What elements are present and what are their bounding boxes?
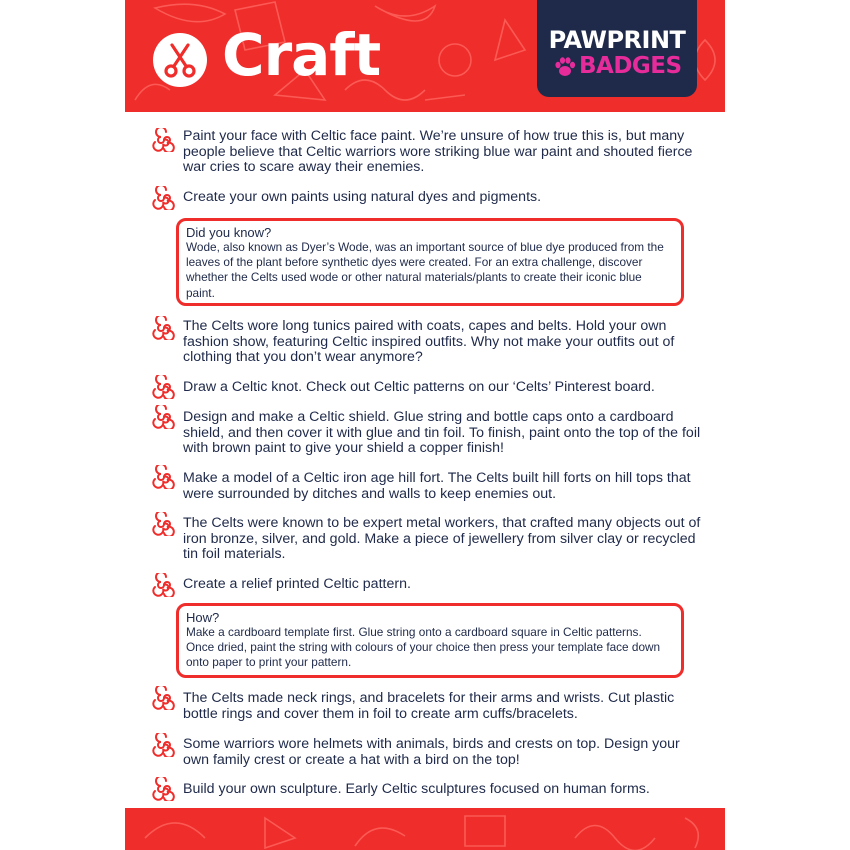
list-item: Paint your face with Celtic face paint. We’re unsure of how true this is, but many people believe that Celtic warriors wore striking blue war paint and shouted fierce war cries to scare away their enemies. <box>183 128 693 176</box>
list-item: Create your own paints using natural dyes and pigments. <box>183 189 542 205</box>
note-body: Make a cardboard template first. Glue string onto a cardboard square in Celtic patterns. Once dried, paint the string with colours of your choice then press your template face down onto paper to print your pattern. <box>186 625 661 670</box>
brand-name: PAWPRINT <box>548 26 686 54</box>
page-title: Craft <box>222 21 381 89</box>
list-item: Design and make a Celtic shield. Glue string and bottle caps onto a cardboard shield, and then cover it with glue and tin foil. To finish, paint onto the top of the foil with brown paint to give your shield a copper finish! <box>183 409 701 457</box>
how-box <box>176 603 684 678</box>
paw-icon <box>553 56 577 78</box>
triskelion-icon <box>152 686 176 710</box>
list-item: Build your own sculpture. Early Celtic sculptures focused on human forms. <box>183 781 650 797</box>
triskelion-icon <box>152 733 176 757</box>
note-title: Did you know? <box>186 225 272 240</box>
doodle-pattern <box>125 808 725 850</box>
triskelion-icon <box>152 186 176 210</box>
triskelion-icon <box>152 465 176 489</box>
triskelion-icon <box>152 405 176 429</box>
note-body: Wode, also known as Dyer’s Wode, was an important source of blue dye produced from the leaves of the plant before synthetic dyes were created. For an extra challenge, discover whether the Celts used wode or other natural materials/plants to create their iconic blue paint. <box>186 240 664 300</box>
list-item: Make a model of a Celtic iron age hill fort. The Celts built hill forts on hill tops that were surrounded by ditches and walls to keep enemies out. <box>183 470 691 502</box>
list-item: Draw a Celtic knot. Check out Celtic patterns on our ‘Celts’ Pinterest board. <box>183 379 655 395</box>
triskelion-icon <box>152 316 176 340</box>
triskelion-icon <box>152 573 176 597</box>
header-banner <box>125 0 725 112</box>
scissors-badge <box>153 33 207 87</box>
triskelion-icon <box>152 128 176 152</box>
brand-logo <box>537 0 697 97</box>
list-item: The Celts were known to be expert metal workers, that crafted many objects out of iron bronze, silver, and gold. Make a piece of jewellery from silver clay or recycled tin foil materials. <box>183 515 701 563</box>
activity-sheet <box>125 0 725 850</box>
note-title: How? <box>186 610 220 625</box>
list-item: Some warriors wore helmets with animals, birds and crests on top. Design your own family crest or create a hat with a bird on the top! <box>183 736 680 768</box>
brand-badges-text: BADGES <box>579 53 682 79</box>
triskelion-icon <box>152 375 176 399</box>
list-item: The Celts made neck rings, and bracelets for their arms and wrists. Cut plastic bottle rings and cover them in foil to create arm cuffs/bracelets. <box>183 690 675 722</box>
triskelion-icon <box>152 512 176 536</box>
did-you-know-box <box>176 218 684 306</box>
list-item: The Celts wore long tunics paired with coats, capes and belts. Hold your own fashion show, featuring Celtic inspired outfits. Why not make your outfits out of clothing that you don’t wear anymore? <box>183 318 675 366</box>
list-item: Create a relief printed Celtic pattern. <box>183 576 411 592</box>
footer-banner <box>125 808 725 850</box>
triskelion-icon <box>152 777 176 801</box>
brand-tagline <box>553 55 693 78</box>
scissors-icon <box>153 33 207 87</box>
